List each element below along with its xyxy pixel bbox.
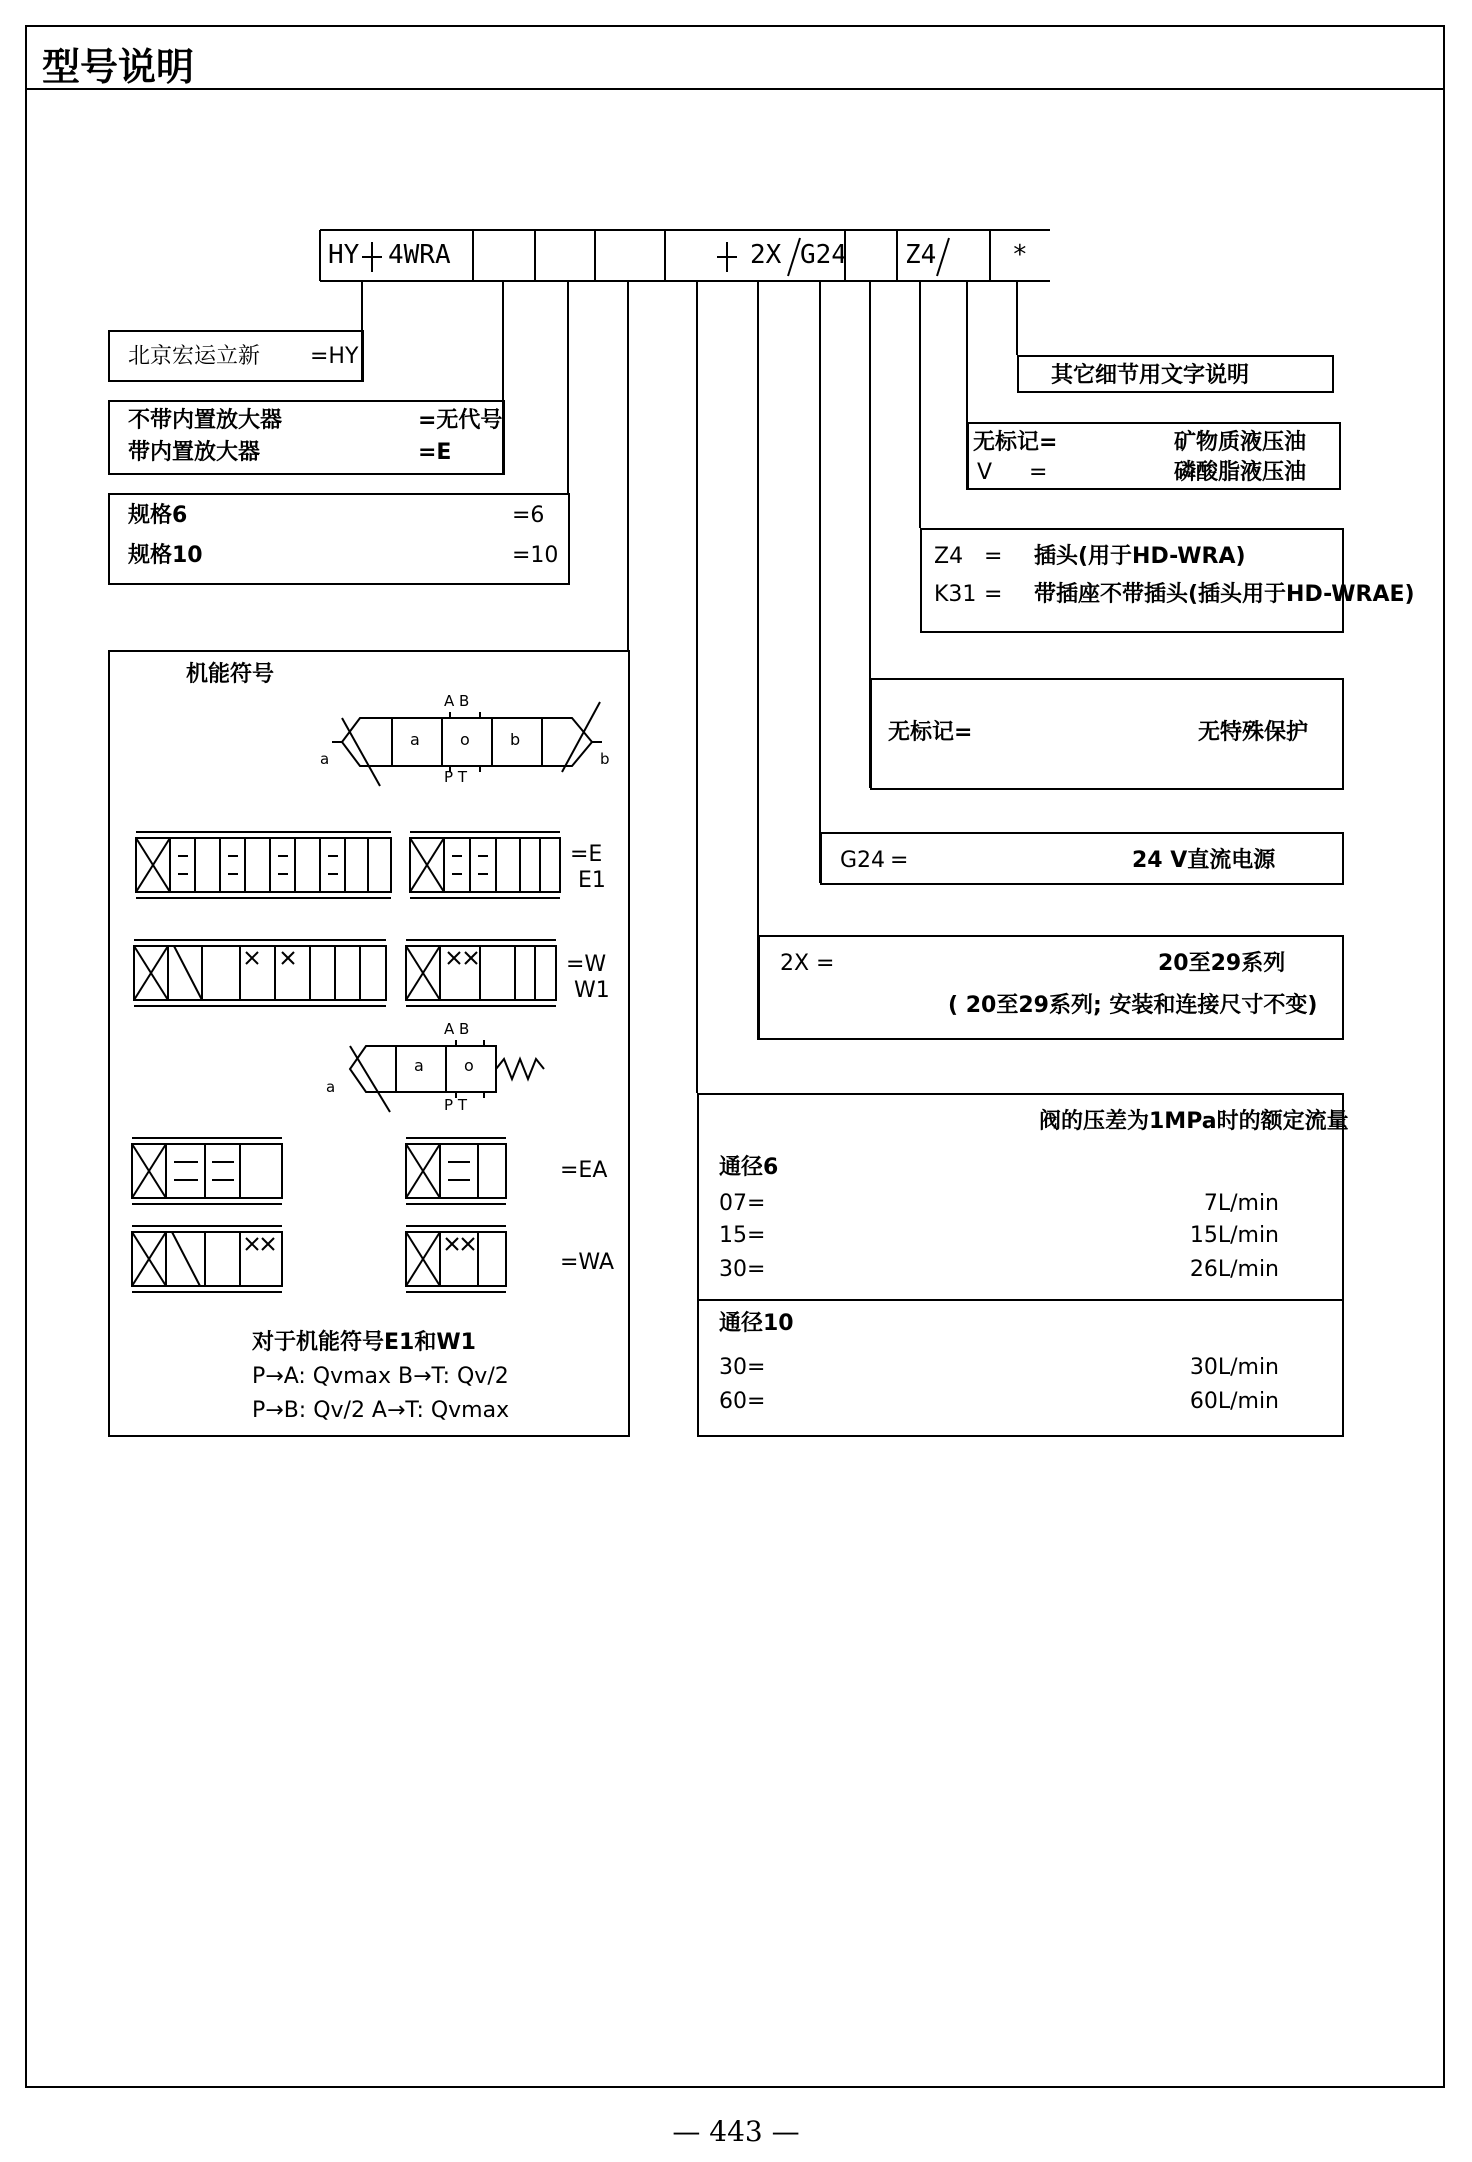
amplifier-without-code: =无代号: [418, 408, 503, 433]
flow-row-code: 30=: [719, 1355, 766, 1380]
amplifier-with-label: 带内置放大器: [128, 440, 261, 465]
voltage-code: G24: [840, 848, 886, 873]
plug-z4-desc: 插头(用于HD-WRA): [1034, 544, 1246, 569]
ea-label: =EA: [560, 1158, 608, 1183]
series-box: [758, 935, 1344, 1040]
ports-top-label: A B: [444, 692, 470, 710]
note-line-2: P→B: Qv/2 A→T: Qvmax: [252, 1398, 510, 1423]
manufacturer-label: 北京宏运立新: [128, 344, 261, 369]
flow-row-code: 60=: [719, 1389, 766, 1414]
flow-row-code: 15=: [719, 1223, 766, 1248]
flow-title: 阀的压差为1MPa时的额定流量: [1039, 1109, 1349, 1134]
position-a-label-2: a: [414, 1056, 424, 1075]
solenoid-a-label-2: a: [326, 1078, 336, 1096]
protection-box: [870, 678, 1344, 790]
amplifier-without-label: 不带内置放大器: [128, 408, 283, 433]
fluid-box: [967, 422, 1341, 490]
size10-code: =10: [512, 543, 559, 568]
voltage-eq: =: [890, 848, 909, 873]
ports-bottom-label-2: P T: [444, 1096, 467, 1114]
flow-row-code: 07=: [719, 1191, 766, 1216]
size10-label: 规格10: [128, 543, 203, 568]
series-code: 2X: [780, 951, 810, 976]
manufacturer-code: =HY: [310, 344, 359, 369]
solenoid-b-label: b: [600, 750, 610, 768]
page-number: — 443 —: [672, 2115, 800, 2148]
solenoid-a-label: a: [320, 750, 330, 768]
ports-bottom-label: P T: [444, 768, 467, 786]
flow-row-value: 15L/min: [1189, 1223, 1279, 1248]
series-eq: =: [816, 951, 835, 976]
code-type: 4WRA: [388, 240, 451, 270]
fluid-none-label: 无标记=: [973, 430, 1058, 455]
series-note: ( 20至29系列; 安装和连接尺寸不变): [948, 993, 1318, 1018]
symbols-box: [108, 650, 630, 1437]
size6-label: 规格6: [128, 503, 188, 528]
ports-top-label-2: A B: [444, 1020, 470, 1038]
voltage-box: [820, 832, 1344, 885]
amplifier-box: [108, 400, 505, 475]
symbols-title: 机能符号: [186, 662, 275, 687]
plug-z4-code: Z4: [934, 544, 964, 569]
note-line-1: P→A: Qvmax B→T: Qv/2: [252, 1364, 509, 1389]
position-o-label: o: [460, 730, 470, 749]
e-label-2: E1: [578, 868, 606, 893]
fluid-v-label: V: [977, 460, 993, 485]
code-series: 2X: [750, 240, 782, 270]
position-b-label: b: [510, 730, 521, 749]
fluid-v-value: 磷酸脂液压油: [1174, 460, 1307, 485]
flow-row-value: 7L/min: [1203, 1191, 1279, 1216]
w-label-1: =W: [566, 952, 607, 977]
code-star: *: [1012, 240, 1028, 270]
other-details-label: 其它细节用文字说明: [1051, 363, 1250, 388]
position-o-label-2: o: [464, 1056, 474, 1075]
e-label-1: =E: [570, 842, 603, 867]
flow-box: [697, 1093, 1349, 1437]
plug-k31-desc: 带插座不带插头(插头用于HD-WRAE): [1034, 582, 1415, 607]
code-voltage: G24: [800, 240, 847, 270]
wa-label: =WA: [560, 1250, 615, 1275]
flow-size6-title: 通径6: [719, 1155, 779, 1180]
note-title: 对于机能符号E1和W1: [252, 1330, 476, 1355]
manufacturer-box: [108, 330, 364, 382]
code-hy: HY: [328, 240, 360, 270]
code-plug: Z4: [905, 240, 937, 270]
valve-symbols: [110, 652, 632, 1439]
plug-k31-code: K31: [934, 582, 977, 607]
other-details-box: [1017, 355, 1334, 393]
flow-row-value: 60L/min: [1189, 1389, 1279, 1414]
flow-row-code: 30=: [719, 1257, 766, 1282]
flow-row-value: 26L/min: [1189, 1257, 1279, 1282]
size6-code: =6: [512, 503, 545, 528]
protection-value: 无特殊保护: [1198, 720, 1309, 745]
w-label-2: W1: [574, 978, 610, 1003]
series-value: 20至29系列: [1158, 951, 1286, 976]
size-box: [108, 493, 570, 585]
protection-label: 无标记=: [888, 720, 973, 745]
plug-k31-eq: =: [984, 582, 1003, 607]
flow-size10-title: 通径10: [719, 1311, 794, 1336]
plug-z4-eq: =: [984, 544, 1003, 569]
fluid-none-value: 矿物质液压油: [1174, 430, 1307, 455]
flow-row-value: 30L/min: [1189, 1355, 1279, 1380]
amplifier-with-code: =E: [418, 440, 452, 465]
fluid-v-eq: =: [1029, 460, 1048, 485]
position-a-label: a: [410, 730, 420, 749]
plug-box: [920, 528, 1415, 633]
page-title: 型号说明: [42, 45, 195, 89]
voltage-value: 24 V直流电源: [1132, 848, 1276, 873]
